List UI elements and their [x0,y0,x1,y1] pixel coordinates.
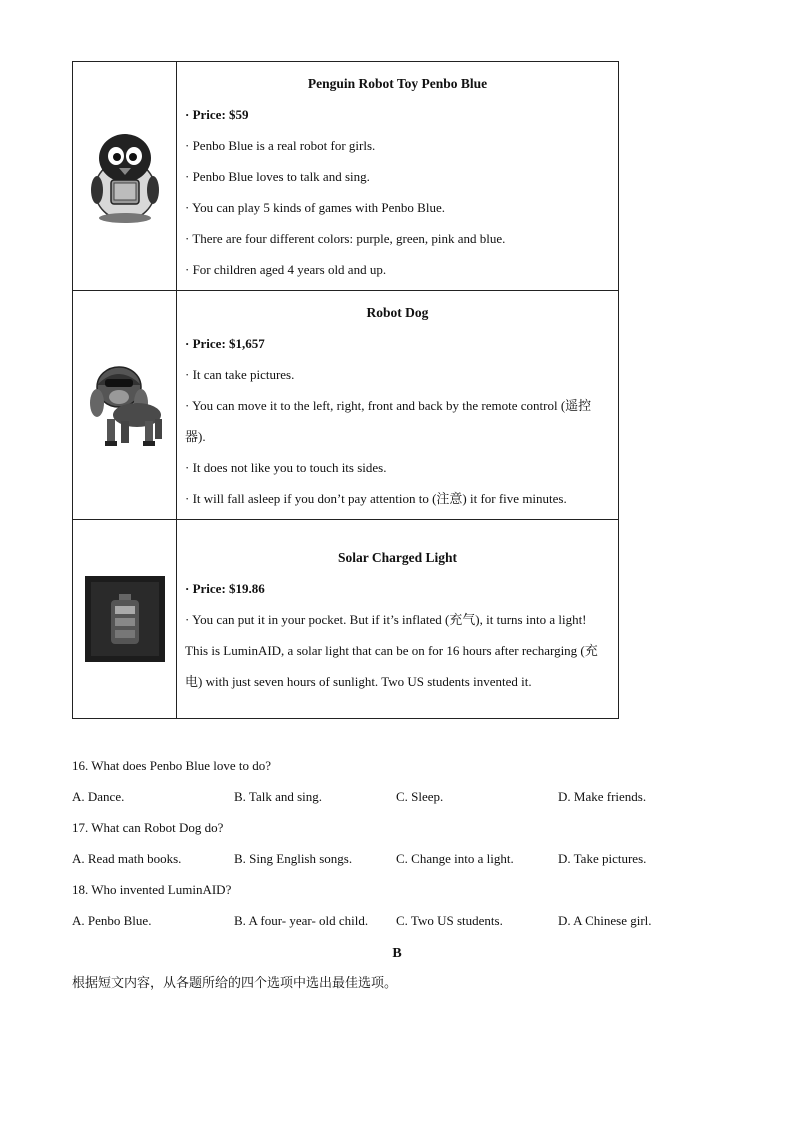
product-feature: · Penbo Blue is a real robot for girls. [185,137,376,153]
option-a[interactable]: A. Dance. [72,789,125,804]
question-stem: 17. What can Robot Dog do? [72,820,224,835]
product-text-cell [177,520,619,719]
product-feature: · For children aged 4 years old and up. [185,261,387,277]
option-b[interactable]: B. Talk and sing. [234,789,323,804]
solar-light-image [85,576,165,662]
product-image-cell [73,62,177,291]
option-d[interactable]: D. Take pictures. [558,851,647,866]
option-c[interactable]: C. Change into a light. [396,851,514,866]
product-feature: · There are four different colors: purple, green, pink and blue. [185,230,506,246]
product-description: · You can put it in your pocket. But if it’s inflated (充气), it turns into a light! This is LuminAID, a solar light that can be on for 16 hours after recharging (充电) with just seven hours of sunlight. Two US students invented it. [185,611,598,689]
product-text-cell [177,62,619,291]
option-d[interactable]: D. A Chinese girl. [558,913,652,928]
option-b[interactable]: B. Sing English songs. [234,851,353,866]
option-a[interactable]: A. Read math books. [72,851,182,866]
product-feature: · Penbo Blue loves to talk and sing. [185,168,370,184]
question-stem: 18. Who invented LuminAID? [72,882,232,897]
option-b[interactable]: B. A four- year- old child. [234,913,369,928]
product-text-cell [177,291,619,520]
product-title: Penguin Robot Toy Penbo Blue [307,75,488,91]
product-price: · Price: $19.86 [185,580,265,596]
option-c[interactable]: C. Two US students. [396,913,503,928]
question-stem: 16. What does Penbo Blue love to do? [72,758,272,773]
section-instruction: 根据短文内容，从各题所给的四个选项中选出最佳选项。 [72,976,398,991]
penguin-robot-image [85,128,165,224]
product-feature: · It does not like you to touch its sides. [185,459,387,475]
product-price: · Price: $1,657 [185,335,265,351]
product-row [73,291,619,520]
product-image-cell [73,291,177,520]
product-feature: · You can move it to the left, right, front and back by the remote control (遥控器). [185,397,592,444]
product-price: · Price: $59 [185,106,249,122]
product-feature: · It will fall asleep if you don’t pay attention to (注意) it for five minutes. [185,490,567,506]
product-row [73,520,619,719]
product-feature: · It can take pictures. [185,366,295,382]
product-image-cell [73,520,177,719]
question-options [72,905,722,936]
robot-dog-image [83,357,167,453]
option-a[interactable]: A. Penbo Blue. [72,913,152,928]
product-title: Robot Dog [366,304,429,320]
option-d[interactable]: D. Make friends. [558,789,647,804]
option-c[interactable]: C. Sleep. [396,789,444,804]
product-table [72,61,619,719]
product-title: Solar Charged Light [337,549,457,565]
question-options [72,843,722,874]
question-options [72,781,722,812]
product-feature: · You can play 5 kinds of games with Penbo Blue. [185,199,445,215]
question-list [72,750,722,936]
product-row [73,62,619,291]
section-heading: B [392,946,402,961]
